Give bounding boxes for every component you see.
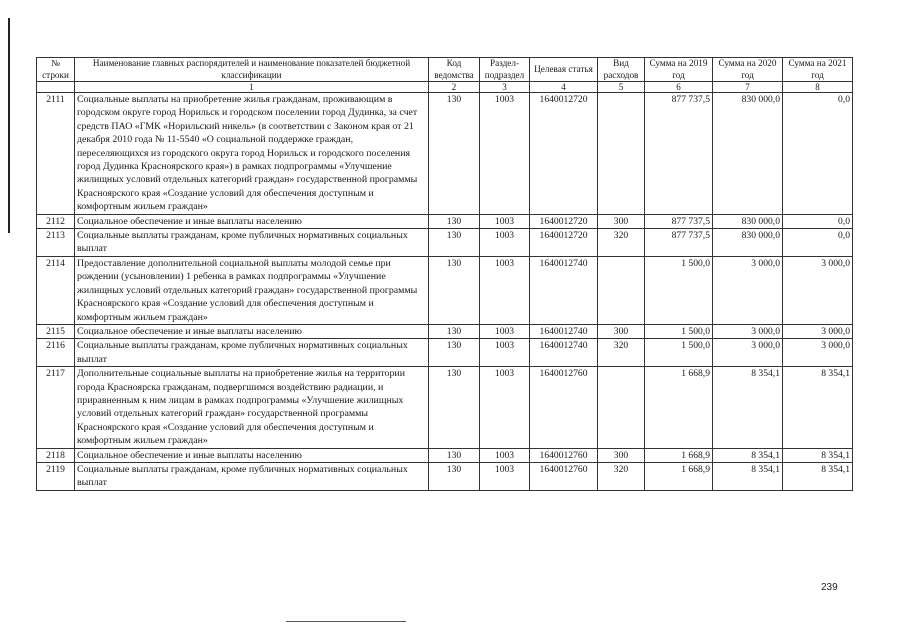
row-sum-2020-cell: 830 000,0	[713, 229, 783, 257]
row-dept-code-cell: 130	[429, 229, 480, 257]
table-header-row	[37, 58, 853, 82]
row-expense-type-cell: 320	[598, 339, 645, 367]
row-dept-code-cell: 130	[429, 462, 480, 490]
row-name-cell: Предоставление дополнительной социальной выплаты молодой семье при рождении (усыновлении) 1 ребенка в рамках подпрограммы «Улучшение жилищных условий отдельных категорий граждан» государственной программы Красноярского края «Создание условий для обеспечения доступным и комфортным жильем граждан»	[75, 256, 429, 324]
footer-line	[286, 621, 406, 622]
row-target-cell: 1640012740	[530, 256, 598, 324]
row-expense-type-cell: 320	[598, 462, 645, 490]
column-number: 2	[429, 82, 480, 93]
row-sum-2020-cell: 3 000,0	[713, 324, 783, 338]
row-number-cell: 2118	[37, 448, 75, 462]
row-name-cell: Социальные выплаты гражданам, кроме публичных нормативных социальных выплат	[75, 339, 429, 367]
row-sum-2021-cell: 3 000,0	[783, 324, 853, 338]
row-dept-code-cell: 130	[429, 367, 480, 448]
row-expense-type-cell: 300	[598, 448, 645, 462]
row-section-cell: 1003	[480, 324, 530, 338]
row-section-cell: 1003	[480, 448, 530, 462]
header-expense-type: Вид расходов	[598, 58, 645, 82]
row-dept-code-cell: 130	[429, 93, 480, 215]
row-number-cell: 2115	[37, 324, 75, 338]
column-number: 7	[713, 82, 783, 93]
row-expense-type-cell: 300	[598, 214, 645, 228]
row-sum-2021-cell: 0,0	[783, 93, 853, 215]
row-sum-2019-cell: 1 500,0	[645, 256, 713, 324]
row-sum-2019-cell: 877 737,5	[645, 229, 713, 257]
row-name-cell: Социальные выплаты на приобретение жилья гражданам, проживающим в городском округе город Норильск и городском поселении город Дудинка, за счет средств ПАО «ГМК «Норильский никель» (в соответствии с Законом края от 21 декабря 2010 года № 11-5540 «О социальной поддержке граждан, переселяющихся из городского округа город Норильск и городского поселения город Дудинка Красноярского края») в рамках подпрограммы «Улучшение жилищных условий отдельных категорий граждан» государственной программы Красноярского края «Создание условий для обеспечения доступным и комфортным жильем граждан»	[75, 93, 429, 215]
row-name-cell: Социальное обеспечение и иные выплаты населению	[75, 448, 429, 462]
table-row	[37, 339, 853, 367]
row-name-cell: Социальное обеспечение и иные выплаты населению	[75, 324, 429, 338]
row-target-cell: 1640012760	[530, 367, 598, 448]
column-number-row	[37, 82, 853, 93]
row-sum-2021-cell: 8 354,1	[783, 367, 853, 448]
row-expense-type-cell: 300	[598, 324, 645, 338]
row-sum-2021-cell: 0,0	[783, 229, 853, 257]
row-number-cell: 2117	[37, 367, 75, 448]
row-section-cell: 1003	[480, 462, 530, 490]
header-dept-code: Код ведомства	[429, 58, 480, 82]
row-sum-2019-cell: 1 500,0	[645, 339, 713, 367]
row-name-cell: Социальные выплаты гражданам, кроме публичных нормативных социальных выплат	[75, 462, 429, 490]
row-sum-2019-cell: 1 668,9	[645, 367, 713, 448]
left-margin-rule	[8, 18, 10, 233]
row-sum-2019-cell: 1 668,9	[645, 462, 713, 490]
row-name-cell: Дополнительные социальные выплаты на приобретение жилья на территории города Красноярска гражданам, подвергшимся воздействию радиации, и приравненным к ним лицам в рамках подпрограммы «Улучшение жилищных условий отдельных категорий граждан» государственной программы Красноярского края «Создание условий для обеспечения доступным и комфортным жильем граждан»	[75, 367, 429, 448]
row-number-cell: 2119	[37, 462, 75, 490]
row-dept-code-cell: 130	[429, 324, 480, 338]
table-row	[37, 462, 853, 490]
row-section-cell: 1003	[480, 339, 530, 367]
row-target-cell: 1640012760	[530, 448, 598, 462]
row-number-cell: 2112	[37, 214, 75, 228]
column-number: 1	[75, 82, 429, 93]
row-target-cell: 1640012720	[530, 229, 598, 257]
header-sum-2019: Сумма на 2019 год	[645, 58, 713, 82]
row-number-cell: 2114	[37, 256, 75, 324]
row-expense-type-cell	[598, 367, 645, 448]
row-number-cell: 2116	[37, 339, 75, 367]
header-section: Раздел-подраздел	[480, 58, 530, 82]
row-expense-type-cell	[598, 256, 645, 324]
column-number: 6	[645, 82, 713, 93]
header-row-number: № строки	[37, 58, 75, 82]
row-dept-code-cell: 130	[429, 256, 480, 324]
row-dept-code-cell: 130	[429, 214, 480, 228]
table-row	[37, 214, 853, 228]
table-row	[37, 448, 853, 462]
row-sum-2019-cell: 1 500,0	[645, 324, 713, 338]
row-sum-2020-cell: 830 000,0	[713, 93, 783, 215]
row-sum-2021-cell: 8 354,1	[783, 462, 853, 490]
table-row	[37, 367, 853, 448]
row-expense-type-cell	[598, 93, 645, 215]
table-row	[37, 324, 853, 338]
column-number: 8	[783, 82, 853, 93]
row-target-cell: 1640012720	[530, 93, 598, 215]
row-sum-2020-cell: 8 354,1	[713, 462, 783, 490]
row-dept-code-cell: 130	[429, 448, 480, 462]
row-dept-code-cell: 130	[429, 339, 480, 367]
row-sum-2020-cell: 8 354,1	[713, 367, 783, 448]
row-sum-2020-cell: 3 000,0	[713, 339, 783, 367]
table-row	[37, 256, 853, 324]
row-target-cell: 1640012720	[530, 214, 598, 228]
table-row	[37, 229, 853, 257]
row-sum-2019-cell: 877 737,5	[645, 214, 713, 228]
row-sum-2021-cell: 3 000,0	[783, 339, 853, 367]
row-sum-2021-cell: 8 354,1	[783, 448, 853, 462]
row-sum-2019-cell: 877 737,5	[645, 93, 713, 215]
row-target-cell: 1640012760	[530, 462, 598, 490]
row-section-cell: 1003	[480, 93, 530, 215]
table-row	[37, 93, 853, 215]
row-target-cell: 1640012740	[530, 324, 598, 338]
row-expense-type-cell: 320	[598, 229, 645, 257]
row-section-cell: 1003	[480, 214, 530, 228]
row-section-cell: 1003	[480, 229, 530, 257]
column-number: 3	[480, 82, 530, 93]
row-name-cell: Социальное обеспечение и иные выплаты населению	[75, 214, 429, 228]
row-sum-2020-cell: 830 000,0	[713, 214, 783, 228]
page-number: 239	[821, 582, 838, 593]
column-number: 5	[598, 82, 645, 93]
header-name: Наименование главных распорядителей и наименование показателей бюджетной классификации	[75, 58, 429, 82]
row-sum-2020-cell: 3 000,0	[713, 256, 783, 324]
header-target-article: Целевая статья	[530, 58, 598, 82]
header-sum-2020: Сумма на 2020 год	[713, 58, 783, 82]
row-name-cell: Социальные выплаты гражданам, кроме публичных нормативных социальных выплат	[75, 229, 429, 257]
column-number	[37, 82, 75, 93]
row-number-cell: 2113	[37, 229, 75, 257]
row-section-cell: 1003	[480, 256, 530, 324]
row-sum-2019-cell: 1 668,9	[645, 448, 713, 462]
row-sum-2021-cell: 3 000,0	[783, 256, 853, 324]
column-number: 4	[530, 82, 598, 93]
row-section-cell: 1003	[480, 367, 530, 448]
row-target-cell: 1640012740	[530, 339, 598, 367]
row-sum-2021-cell: 0,0	[783, 214, 853, 228]
header-sum-2021: Сумма на 2021 год	[783, 58, 853, 82]
budget-table	[36, 57, 853, 491]
row-number-cell: 2111	[37, 93, 75, 215]
row-sum-2020-cell: 8 354,1	[713, 448, 783, 462]
